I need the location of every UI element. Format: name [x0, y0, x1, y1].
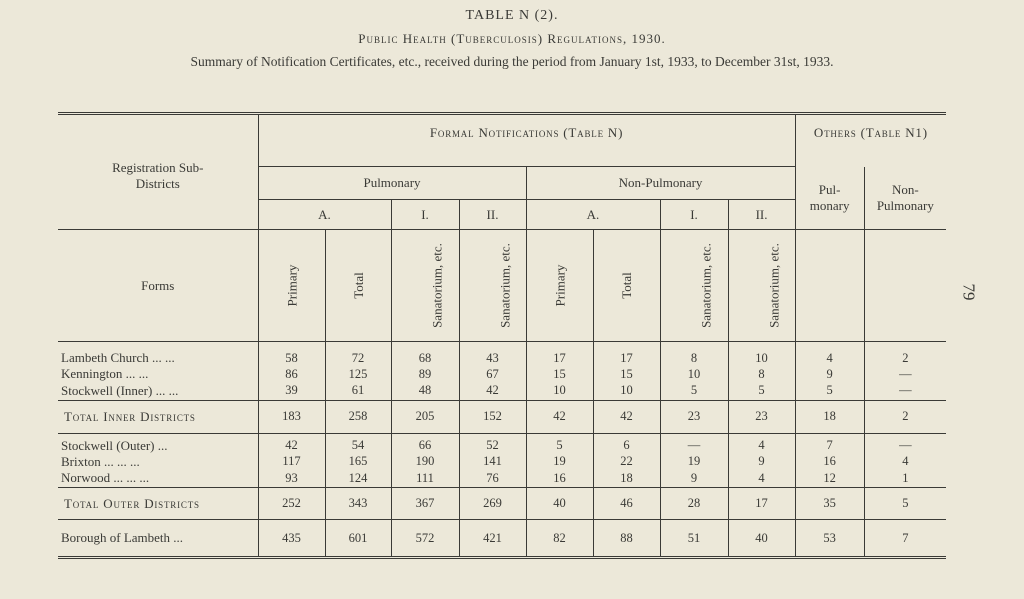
table-cell: 421: [459, 520, 526, 558]
col-header-total: [593, 230, 660, 342]
table-cell: 19: [526, 454, 593, 470]
table-cell: 5: [864, 488, 946, 520]
table-cell: 82: [526, 520, 593, 558]
table-cell: 6: [593, 433, 660, 454]
table-row: [58, 366, 946, 382]
table-cell: 68: [391, 342, 459, 367]
row-label: Stockwell (Outer) ...: [61, 437, 168, 453]
col-sanatorium-label: Sanatorium, etc.: [497, 242, 512, 328]
row-label: Total Inner Districts: [58, 400, 258, 433]
table-cell: 10: [660, 366, 728, 382]
table-cell: 42: [459, 382, 526, 400]
table-cell: 17: [526, 342, 593, 367]
table-cell: 23: [660, 400, 728, 433]
table-cell: 9: [795, 366, 864, 382]
table-cell: 54: [325, 433, 391, 454]
table-cell: 8: [728, 366, 795, 382]
table-cell: 8: [660, 342, 728, 367]
col-header-sanatorium: [459, 230, 526, 342]
table-row: [58, 342, 946, 367]
table-cell: 252: [258, 488, 325, 520]
table-cell: 10: [593, 382, 660, 400]
table-cell: 22: [593, 454, 660, 470]
table-cell: 258: [325, 400, 391, 433]
table-cell: 42: [526, 400, 593, 433]
col-header-primary: [258, 230, 325, 342]
table-cell: 86: [258, 366, 325, 382]
table-cell: —: [660, 433, 728, 454]
notification-table: [58, 112, 946, 559]
table-cell: 152: [459, 400, 526, 433]
table-cell: 9: [728, 454, 795, 470]
col-total-label: Total: [350, 271, 366, 299]
table-cell: 76: [459, 470, 526, 488]
table-cell: 18: [593, 470, 660, 488]
table-cell: 4: [864, 454, 946, 470]
table-cell: 9: [660, 470, 728, 488]
others-header: Others (Table N1): [795, 114, 946, 167]
table-row: [58, 520, 946, 558]
others-non-pulmonary-label: Non- Pulmonary: [876, 181, 934, 213]
col-header-sanatorium: [660, 230, 728, 342]
col-header-total: [325, 230, 391, 342]
table-row: [58, 382, 946, 400]
table-cell: 572: [391, 520, 459, 558]
col-header-blank: [864, 230, 946, 342]
registration-label-cell: [58, 114, 258, 230]
table-cell: 17: [593, 342, 660, 367]
table-cell: 1: [864, 470, 946, 488]
table-title: TABLE N (2).: [465, 8, 559, 23]
table-cell: —: [864, 382, 946, 400]
others-pulmonary-label: Pul- monary: [809, 181, 850, 213]
row-label: Borough of Lambeth ...: [61, 530, 184, 545]
col-sanatorium-label: Sanatorium, etc.: [429, 242, 444, 328]
table-cell: 40: [728, 520, 795, 558]
table-cell: 367: [391, 488, 459, 520]
col-primary-label: Primary: [551, 264, 567, 306]
table-cell: 39: [258, 382, 325, 400]
row-label: Norwood ... ... ...: [58, 470, 258, 488]
row-label: Brixton ... ... ...: [61, 453, 140, 469]
table-cell: 72: [325, 342, 391, 367]
table-cell: 12: [795, 470, 864, 488]
table-cell: —: [864, 433, 946, 454]
non-pulmonary-header: Non-Pulmonary: [526, 167, 795, 200]
table-cell: 42: [593, 400, 660, 433]
table-cell: 343: [325, 488, 391, 520]
row-label: Kennington ... ...: [61, 366, 149, 381]
table-cell: 89: [391, 366, 459, 382]
table-row: [58, 433, 946, 454]
non-pulmonary-group-a: A.: [526, 200, 660, 230]
table-cell: 28: [660, 488, 728, 520]
row-label: Total Outer Districts: [58, 488, 258, 520]
table-cell: 19: [660, 454, 728, 470]
col-header-blank: [795, 230, 864, 342]
non-pulmonary-group-ii: II.: [728, 200, 795, 230]
table-cell: 205: [391, 400, 459, 433]
table-cell: 190: [391, 454, 459, 470]
table-cell: 15: [526, 366, 593, 382]
table-cell: 7: [864, 520, 946, 558]
col-header-sanatorium: [391, 230, 459, 342]
col-total-label: Total: [619, 271, 634, 299]
table-cell: 58: [258, 342, 325, 367]
table-row: [58, 454, 946, 470]
pulmonary-group-i: I.: [391, 200, 459, 230]
table-cell: 165: [325, 454, 391, 470]
table-cell: 67: [459, 366, 526, 382]
table-cell: 15: [593, 366, 660, 382]
table-cell: 5: [728, 382, 795, 400]
table-cell: 10: [728, 342, 795, 367]
table-cell: 4: [728, 433, 795, 454]
table-cell: 2: [864, 400, 946, 433]
col-header-primary: [526, 230, 593, 342]
page-number: 79: [959, 283, 979, 301]
pulmonary-group-ii: II.: [459, 200, 526, 230]
table-cell: 4: [728, 470, 795, 488]
table-cell: 40: [526, 488, 593, 520]
others-non-pulmonary-header: [864, 167, 946, 230]
table-cell: 111: [391, 470, 459, 488]
table-cell: 53: [795, 520, 864, 558]
total-row: [58, 400, 946, 433]
table-cell: 601: [325, 520, 391, 558]
total-row: [58, 488, 946, 520]
table-body: [58, 342, 946, 558]
col-primary-label: Primary: [283, 264, 299, 306]
non-pulmonary-group-i: I.: [660, 200, 728, 230]
table-cell: 117: [258, 454, 325, 470]
table-cell: 18: [795, 400, 864, 433]
table-cell: 5: [526, 433, 593, 454]
table-cell: 88: [593, 520, 660, 558]
table-cell: 7: [795, 433, 864, 454]
table-cell: 5: [795, 382, 864, 400]
table-cell: 124: [325, 470, 391, 488]
table-summary: Summary of Notification Certificates, etc., received during the period from January 1st, 1933, to December 31st, 1933.: [190, 54, 834, 69]
pulmonary-header: Pulmonary: [258, 167, 526, 200]
table-cell: 35: [795, 488, 864, 520]
pulmonary-group-a: A.: [258, 200, 391, 230]
table-cell: 435: [258, 520, 325, 558]
table-cell: 51: [660, 520, 728, 558]
table-cell: 183: [258, 400, 325, 433]
others-pulmonary-header: [795, 167, 864, 230]
table-subtitle: Public Health (Tuberculosis) Regulations, 1930.: [358, 31, 666, 46]
table-cell: 269: [459, 488, 526, 520]
table-cell: 5: [660, 382, 728, 400]
forms-label: Forms: [58, 230, 258, 342]
col-sanatorium-label: Sanatorium, etc.: [698, 242, 713, 328]
table-cell: 42: [258, 433, 325, 454]
table-cell: 141: [459, 454, 526, 470]
table-cell: 43: [459, 342, 526, 367]
table-cell: 16: [526, 470, 593, 488]
col-sanatorium-label: Sanatorium, etc.: [766, 242, 781, 328]
table-cell: 16: [795, 454, 864, 470]
formal-notifications-header: Formal Notifications (Table N): [258, 114, 795, 167]
table-cell: 125: [325, 366, 391, 382]
table-cell: 10: [526, 382, 593, 400]
table-cell: 48: [391, 382, 459, 400]
table-cell: 66: [391, 433, 459, 454]
table-cell: 4: [795, 342, 864, 367]
table-cell: 17: [728, 488, 795, 520]
table-cell: —: [864, 366, 946, 382]
table-cell: 52: [459, 433, 526, 454]
table-cell: 93: [258, 470, 325, 488]
registration-label: Registration Sub-Districts: [112, 160, 204, 191]
table-row: [58, 470, 946, 488]
table-cell: 61: [325, 382, 391, 400]
table-cell: 2: [864, 342, 946, 367]
col-header-sanatorium: [728, 230, 795, 342]
row-label: Lambeth Church ... ...: [61, 350, 175, 365]
table-cell: 23: [728, 400, 795, 433]
row-label: Stockwell (Inner) ... ...: [58, 382, 258, 400]
table-cell: 46: [593, 488, 660, 520]
